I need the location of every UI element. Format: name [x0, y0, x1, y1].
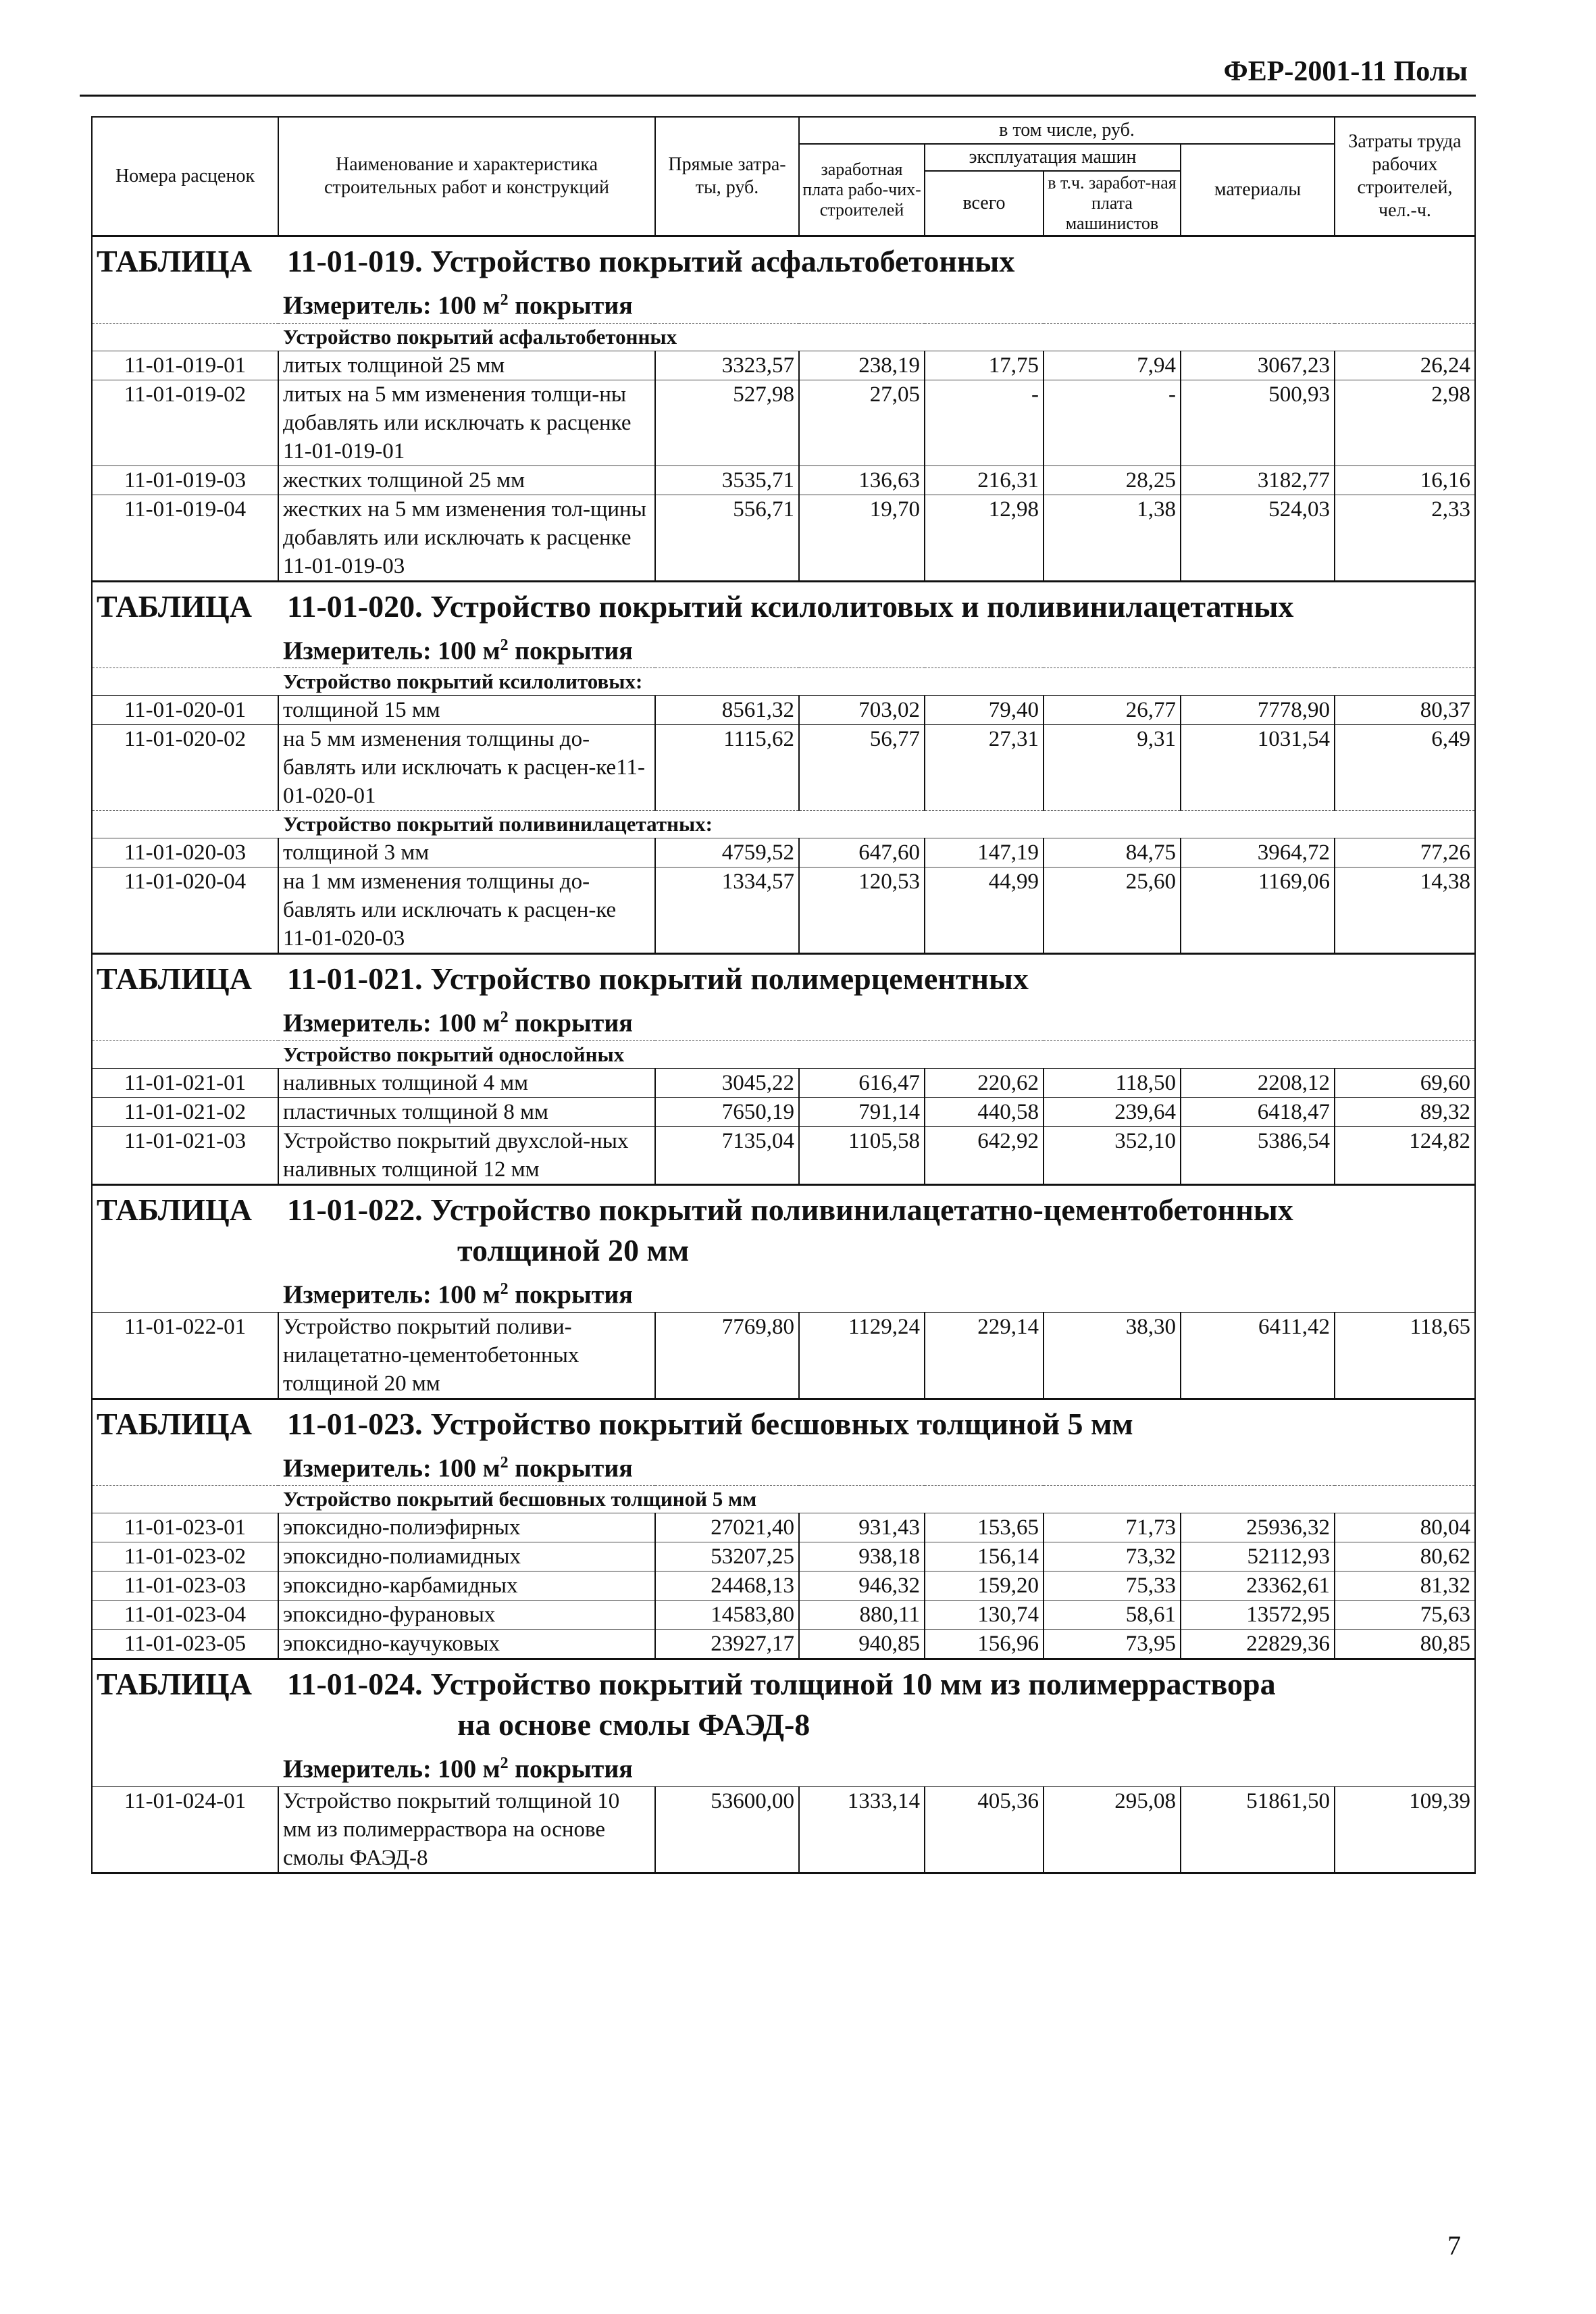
table-row — [92, 1571, 1475, 1601]
measure-unit: покрытия — [508, 1755, 633, 1784]
wages-cost: 931,43 — [799, 1513, 925, 1542]
rate-name: эпоксидно-каучуковых — [278, 1630, 655, 1659]
measure-superscript: 2 — [500, 1280, 509, 1298]
wages-cost: 616,47 — [799, 1068, 925, 1097]
table-row — [92, 1601, 1475, 1630]
table-title-text: 11-01-021. Устройство покрытий полимерцементных — [287, 961, 1029, 997]
group-subheading-row — [92, 323, 1475, 351]
labor-cost: 89,32 — [1335, 1097, 1475, 1126]
machinists-wages: 295,08 — [1044, 1786, 1181, 1873]
measure-unit: покрытия — [508, 636, 633, 665]
table-row — [92, 1126, 1475, 1184]
rate-name: эпоксидно-фурановых — [278, 1601, 655, 1630]
machines-cost: 229,14 — [925, 1312, 1044, 1399]
measure-text — [92, 283, 1475, 323]
labor-cost: 118,65 — [1335, 1312, 1475, 1399]
group-subheading: Устройство покрытий ксилолитовых: — [92, 668, 1475, 696]
rate-code: 11-01-020-02 — [92, 725, 278, 811]
measure-unit: покрытия — [508, 291, 633, 320]
materials-cost: 3182,77 — [1181, 466, 1335, 495]
rate-code: 11-01-023-03 — [92, 1571, 278, 1601]
measure-text — [92, 628, 1475, 668]
col-machinists-header: в т.ч. заработ-ная плата машинистов — [1044, 171, 1181, 236]
table-row — [92, 1542, 1475, 1571]
labor-cost: 81,32 — [1335, 1571, 1475, 1601]
group-subheading-row — [92, 1040, 1475, 1068]
measure-label: Измеритель: 100 м — [283, 636, 500, 665]
machinists-wages: 25,60 — [1044, 867, 1181, 954]
table-title-continued: на основе смолы ФАЭД-8 — [457, 1707, 810, 1742]
machinists-wages: - — [1044, 380, 1181, 466]
rate-code: 11-01-023-04 — [92, 1601, 278, 1630]
machinists-wages: 118,50 — [1044, 1068, 1181, 1097]
table-title-label: ТАБЛИЦА — [97, 244, 252, 278]
wages-cost: 1333,14 — [799, 1786, 925, 1873]
machinists-wages: 73,95 — [1044, 1630, 1181, 1659]
group-subheading: Устройство покрытий поливинилацетатных: — [92, 811, 1475, 838]
machines-cost: 159,20 — [925, 1571, 1044, 1601]
machines-cost: 405,36 — [925, 1786, 1044, 1873]
direct-cost: 1115,62 — [655, 725, 799, 811]
machines-cost: 44,99 — [925, 867, 1044, 954]
rate-name: толщиной 15 мм — [278, 696, 655, 725]
rate-name: на 1 мм изменения толщины до-бавлять или исключать к расцен-ке 11-01-020-03 — [278, 867, 655, 954]
wages-cost: 946,32 — [799, 1571, 925, 1601]
measure-text — [92, 1001, 1475, 1040]
table-title-text: 11-01-022. Устройство покрытий поливинилацетатно-цементобетонных — [287, 1192, 1293, 1227]
materials-cost: 2208,12 — [1181, 1068, 1335, 1097]
col-name-header: Наименование и характеристика строительных работ и конструкций — [278, 117, 655, 236]
machinists-wages: 9,31 — [1044, 725, 1181, 811]
table-title — [92, 581, 1475, 628]
table-row — [92, 838, 1475, 867]
rate-name: эпоксидно-полиамидных — [278, 1542, 655, 1571]
table-row — [92, 1312, 1475, 1399]
direct-cost: 7650,19 — [655, 1097, 799, 1126]
measure-row — [92, 1446, 1475, 1486]
materials-cost: 3964,72 — [1181, 838, 1335, 867]
machinists-wages: 38,30 — [1044, 1312, 1181, 1399]
labor-cost: 14,38 — [1335, 867, 1475, 954]
machinists-wages: 58,61 — [1044, 1601, 1181, 1630]
table-title-row — [92, 1399, 1475, 1446]
machinists-wages: 1,38 — [1044, 495, 1181, 581]
measure-label: Измеритель: 100 м — [283, 1280, 500, 1309]
materials-cost: 6411,42 — [1181, 1312, 1335, 1399]
table-title-label: ТАБЛИЦА — [97, 961, 252, 997]
machines-cost: 642,92 — [925, 1126, 1044, 1184]
machinists-wages: 75,33 — [1044, 1571, 1181, 1601]
rate-code: 11-01-019-01 — [92, 351, 278, 380]
table-title-label: ТАБЛИЦА — [97, 1192, 252, 1227]
table-title-row — [92, 1184, 1475, 1272]
labor-cost: 80,04 — [1335, 1513, 1475, 1542]
direct-cost: 8561,32 — [655, 696, 799, 725]
materials-cost: 23362,61 — [1181, 1571, 1335, 1601]
table-row — [92, 351, 1475, 380]
direct-cost: 556,71 — [655, 495, 799, 581]
wages-cost: 19,70 — [799, 495, 925, 581]
materials-cost: 1169,06 — [1181, 867, 1335, 954]
measure-unit: покрытия — [508, 1280, 633, 1309]
direct-cost: 14583,80 — [655, 1601, 799, 1630]
rate-name: жестких на 5 мм изменения тол-щины добавлять или исключать к расценке 11-01-019-03 — [278, 495, 655, 581]
rate-name: литых на 5 мм изменения толщи-ны добавлять или исключать к расценке 11-01-019-01 — [278, 380, 655, 466]
table-row — [92, 380, 1475, 466]
rate-code: 11-01-019-02 — [92, 380, 278, 466]
materials-cost: 3067,23 — [1181, 351, 1335, 380]
rate-name: на 5 мм изменения толщины до-бавлять или исключать к расцен-ке11-01-020-01 — [278, 725, 655, 811]
wages-cost: 940,85 — [799, 1630, 925, 1659]
measure-superscript: 2 — [500, 636, 509, 654]
rate-name: жестких толщиной 25 мм — [278, 466, 655, 495]
col-machines-header: эксплуатация машин — [925, 144, 1181, 171]
labor-cost: 75,63 — [1335, 1601, 1475, 1630]
labor-cost: 80,85 — [1335, 1630, 1475, 1659]
rate-code: 11-01-024-01 — [92, 1786, 278, 1873]
labor-cost: 6,49 — [1335, 725, 1475, 811]
measure-text — [92, 1446, 1475, 1486]
measure-label: Измеритель: 100 м — [283, 1755, 500, 1784]
direct-cost: 23927,17 — [655, 1630, 799, 1659]
table-row — [92, 696, 1475, 725]
wages-cost: 56,77 — [799, 725, 925, 811]
direct-cost: 7135,04 — [655, 1126, 799, 1184]
rate-name: Устройство покрытий поливи-нилацетатно-цементобетонных толщиной 20 мм — [278, 1312, 655, 1399]
direct-cost: 27021,40 — [655, 1513, 799, 1542]
machines-cost: 153,65 — [925, 1513, 1044, 1542]
col-wages-header: заработная плата рабо-чих-строителей — [799, 144, 925, 236]
measure-text — [92, 1746, 1475, 1786]
measure-row — [92, 628, 1475, 668]
col-direct-header: Прямые затра-ты, руб. — [655, 117, 799, 236]
group-subheading-row — [92, 1486, 1475, 1513]
page-number: 7 — [1447, 2230, 1461, 2261]
materials-cost: 7778,90 — [1181, 696, 1335, 725]
measure-superscript: 2 — [500, 1009, 509, 1027]
materials-cost: 500,93 — [1181, 380, 1335, 466]
wages-cost: 1105,58 — [799, 1126, 925, 1184]
rate-name: наливных толщиной 4 мм — [278, 1068, 655, 1097]
wages-cost: 880,11 — [799, 1601, 925, 1630]
wages-cost: 791,14 — [799, 1097, 925, 1126]
labor-cost: 2,33 — [1335, 495, 1475, 581]
table-title-label: ТАБЛИЦА — [97, 1667, 252, 1702]
wages-cost: 647,60 — [799, 838, 925, 867]
direct-cost: 1334,57 — [655, 867, 799, 954]
direct-cost: 3045,22 — [655, 1068, 799, 1097]
rate-name: эпоксидно-полиэфирных — [278, 1513, 655, 1542]
rate-code: 11-01-021-03 — [92, 1126, 278, 1184]
machinists-wages: 7,94 — [1044, 351, 1181, 380]
measure-text — [92, 1272, 1475, 1312]
materials-cost: 52112,93 — [1181, 1542, 1335, 1571]
machines-cost: 156,14 — [925, 1542, 1044, 1571]
table-row — [92, 466, 1475, 495]
wages-cost: 238,19 — [799, 351, 925, 380]
table-title — [92, 236, 1475, 284]
table-title-row — [92, 954, 1475, 1001]
table-title-row — [92, 581, 1475, 628]
table-title-label: ТАБЛИЦА — [97, 1406, 252, 1441]
machines-cost: 440,58 — [925, 1097, 1044, 1126]
direct-cost: 3323,57 — [655, 351, 799, 380]
machines-cost: 216,31 — [925, 466, 1044, 495]
table-row — [92, 1097, 1475, 1126]
rate-code: 11-01-021-02 — [92, 1097, 278, 1126]
group-subheading: Устройство покрытий асфальтобетонных — [92, 323, 1475, 351]
machines-cost: 17,75 — [925, 351, 1044, 380]
group-subheading: Устройство покрытий однослойных — [92, 1040, 1475, 1068]
measure-label: Измеритель: 100 м — [283, 1009, 500, 1038]
rate-code: 11-01-019-04 — [92, 495, 278, 581]
wages-cost: 136,63 — [799, 466, 925, 495]
rate-code: 11-01-023-01 — [92, 1513, 278, 1542]
measure-label: Измеритель: 100 м — [283, 1454, 500, 1483]
measure-superscript: 2 — [500, 1453, 509, 1472]
wages-cost: 938,18 — [799, 1542, 925, 1571]
table-title-text: 11-01-024. Устройство покрытий толщиной 10 мм из полимерраствора — [287, 1667, 1276, 1702]
labor-cost: 69,60 — [1335, 1068, 1475, 1097]
direct-cost: 4759,52 — [655, 838, 799, 867]
labor-cost: 77,26 — [1335, 838, 1475, 867]
table-row — [92, 867, 1475, 954]
rate-code: 11-01-023-02 — [92, 1542, 278, 1571]
machinists-wages: 71,73 — [1044, 1513, 1181, 1542]
table-title-continued: толщиной 20 мм — [457, 1232, 690, 1267]
running-head: ФЕР-2001-11 Полы — [1223, 56, 1468, 87]
col-code-header: Номера расценок — [92, 117, 278, 236]
measure-row — [92, 1746, 1475, 1786]
materials-cost: 6418,47 — [1181, 1097, 1335, 1126]
materials-cost: 524,03 — [1181, 495, 1335, 581]
rate-code: 11-01-021-01 — [92, 1068, 278, 1097]
rate-code: 11-01-023-05 — [92, 1630, 278, 1659]
direct-cost: 527,98 — [655, 380, 799, 466]
labor-cost: 80,62 — [1335, 1542, 1475, 1571]
machinists-wages: 73,32 — [1044, 1542, 1181, 1571]
labor-cost: 124,82 — [1335, 1126, 1475, 1184]
table-title-row — [92, 236, 1475, 284]
header-rule — [80, 95, 1476, 97]
machines-cost: 156,96 — [925, 1630, 1044, 1659]
materials-cost: 1031,54 — [1181, 725, 1335, 811]
table-title-text: 11-01-023. Устройство покрытий бесшовных толщиной 5 мм — [287, 1406, 1133, 1441]
table-title-label: ТАБЛИЦА — [97, 588, 252, 624]
machines-cost: 220,62 — [925, 1068, 1044, 1097]
direct-cost: 53207,25 — [655, 1542, 799, 1571]
direct-cost: 53600,00 — [655, 1786, 799, 1873]
measure-superscript: 2 — [500, 291, 509, 309]
materials-cost: 22829,36 — [1181, 1630, 1335, 1659]
table-title — [92, 954, 1475, 1001]
machines-cost: 79,40 — [925, 696, 1044, 725]
rate-code: 11-01-020-01 — [92, 696, 278, 725]
direct-cost: 7769,80 — [655, 1312, 799, 1399]
measure-superscript: 2 — [500, 1755, 509, 1773]
wages-cost: 703,02 — [799, 696, 925, 725]
table-title-text: 11-01-019. Устройство покрытий асфальтобетонных — [287, 244, 1015, 278]
materials-cost: 51861,50 — [1181, 1786, 1335, 1873]
wages-cost: 27,05 — [799, 380, 925, 466]
col-including-header: в том числе, руб. — [799, 117, 1335, 144]
machines-cost: 147,19 — [925, 838, 1044, 867]
measure-unit: покрытия — [508, 1454, 633, 1483]
measure-label: Измеритель: 100 м — [283, 291, 500, 320]
materials-cost: 25936,32 — [1181, 1513, 1335, 1542]
machinists-wages: 26,77 — [1044, 696, 1181, 725]
table-title — [92, 1399, 1475, 1446]
labor-cost: 16,16 — [1335, 466, 1475, 495]
rate-name: литых толщиной 25 мм — [278, 351, 655, 380]
materials-cost: 13572,95 — [1181, 1601, 1335, 1630]
machinists-wages: 352,10 — [1044, 1126, 1181, 1184]
labor-cost: 2,98 — [1335, 380, 1475, 466]
labor-cost: 26,24 — [1335, 351, 1475, 380]
materials-cost: 5386,54 — [1181, 1126, 1335, 1184]
table-title — [92, 1659, 1475, 1747]
rate-code: 11-01-020-04 — [92, 867, 278, 954]
table-row — [92, 1068, 1475, 1097]
machines-cost: 27,31 — [925, 725, 1044, 811]
labor-cost: 80,37 — [1335, 696, 1475, 725]
machinists-wages: 84,75 — [1044, 838, 1181, 867]
table-title — [92, 1184, 1475, 1272]
table-row — [92, 1630, 1475, 1659]
direct-cost: 3535,71 — [655, 466, 799, 495]
table-body — [92, 236, 1475, 1873]
col-materials-header: материалы — [1181, 144, 1335, 236]
labor-cost: 109,39 — [1335, 1786, 1475, 1873]
machinists-wages: 28,25 — [1044, 466, 1181, 495]
table-header — [92, 117, 1475, 236]
measure-row — [92, 1272, 1475, 1312]
rate-name: эпоксидно-карбамидных — [278, 1571, 655, 1601]
table-title-text: 11-01-020. Устройство покрытий ксилолитовых и поливинилацетатных — [287, 588, 1294, 624]
wages-cost: 1129,24 — [799, 1312, 925, 1399]
rate-code: 11-01-019-03 — [92, 466, 278, 495]
table-row — [92, 725, 1475, 811]
table-row — [92, 1786, 1475, 1873]
table-row — [92, 495, 1475, 581]
machines-cost: - — [925, 380, 1044, 466]
rate-name: пластичных толщиной 8 мм — [278, 1097, 655, 1126]
rate-name: толщиной 3 мм — [278, 838, 655, 867]
machines-cost: 12,98 — [925, 495, 1044, 581]
group-subheading-row — [92, 668, 1475, 696]
measure-row — [92, 1001, 1475, 1040]
rate-name: Устройство покрытий двухслой-ных наливных толщиной 12 мм — [278, 1126, 655, 1184]
col-labor-header: Затраты труда рабочих строителей, чел.-ч. — [1335, 117, 1475, 236]
group-subheading-row — [92, 811, 1475, 838]
table-row — [92, 1513, 1475, 1542]
rate-name: Устройство покрытий толщиной 10 мм из полимерраствора на основе смолы ФАЭД-8 — [278, 1786, 655, 1873]
machines-cost: 130,74 — [925, 1601, 1044, 1630]
machinists-wages: 239,64 — [1044, 1097, 1181, 1126]
group-subheading: Устройство покрытий бесшовных толщиной 5 мм — [92, 1486, 1475, 1513]
table-title-row — [92, 1659, 1475, 1747]
measure-row — [92, 283, 1475, 323]
col-machines-total-header: всего — [925, 171, 1044, 236]
rate-code: 11-01-022-01 — [92, 1312, 278, 1399]
measure-unit: покрытия — [508, 1009, 633, 1038]
direct-cost: 24468,13 — [655, 1571, 799, 1601]
rates-table — [91, 116, 1476, 1874]
wages-cost: 120,53 — [799, 867, 925, 954]
rate-code: 11-01-020-03 — [92, 838, 278, 867]
